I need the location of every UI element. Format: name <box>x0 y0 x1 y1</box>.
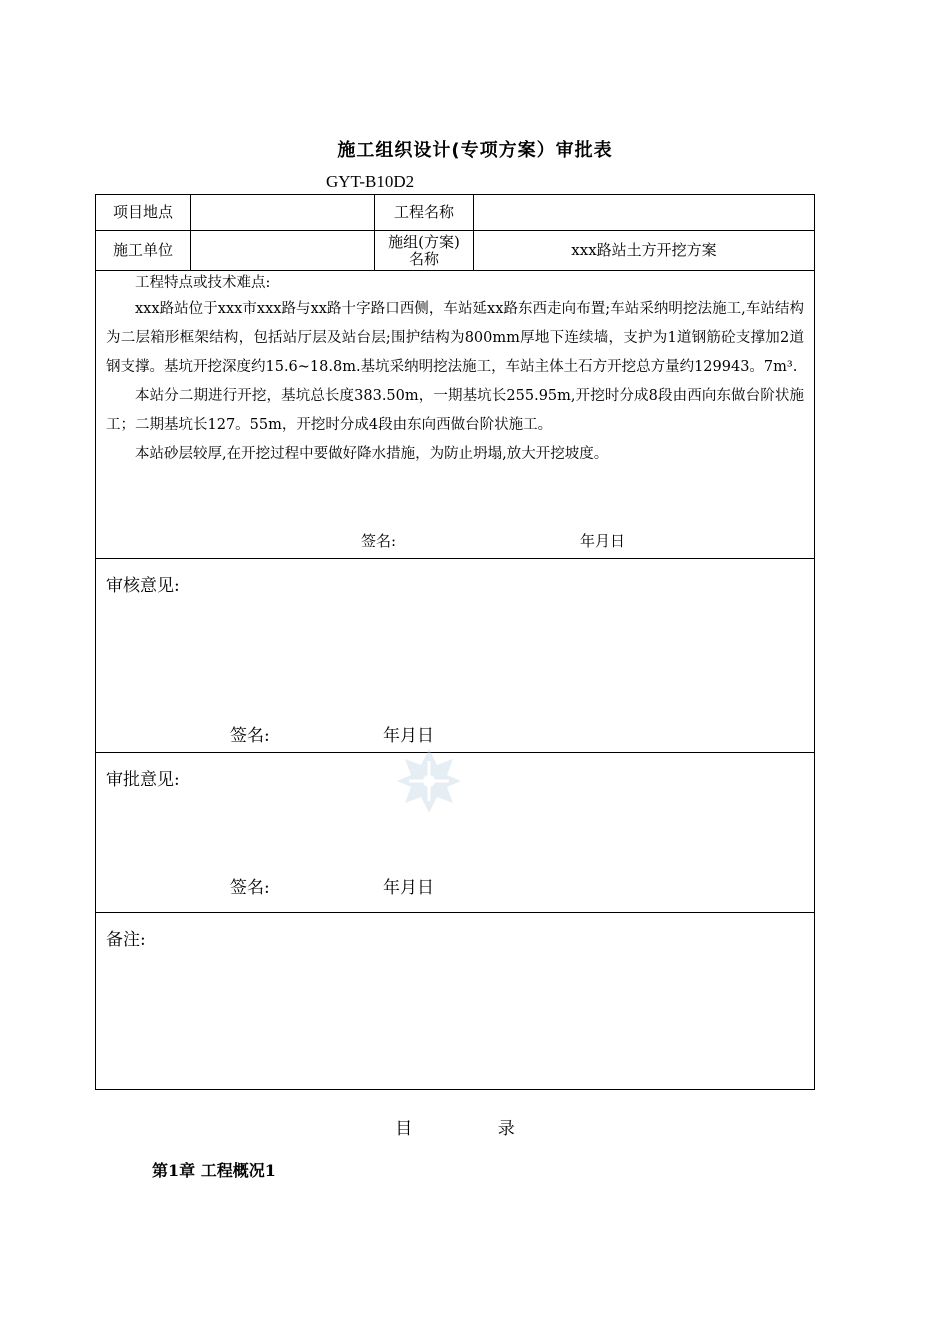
approval-form <box>95 194 815 1090</box>
description-heading: 工程特点或技术难点: <box>135 275 271 291</box>
form-code: GYT-B10D2 <box>326 172 415 191</box>
technical-description <box>96 271 814 469</box>
project-name-label: 工程名称 <box>393 203 454 221</box>
project-name-value[interactable] <box>474 195 814 230</box>
description-paragraph: 本站分二期进行开挖，基坑总长度383.50m，一期基坑长255.95m,开挖时分成8段由西向东做台阶状施工；二期基坑长127。55m，开挖时分成4段由东向西做台阶状施工。 <box>106 388 804 433</box>
review-date-label: 年月日 <box>383 726 434 746</box>
project-location-label: 项目地点 <box>112 203 173 221</box>
plan-name-value[interactable]: xxx路站土方开挖方案 <box>571 241 717 259</box>
approval-sign-label: 签名: <box>230 878 270 898</box>
toc-chapter-1[interactable]: 第1章 工程概况1 <box>152 1161 276 1180</box>
review-sign-label: 签名: <box>230 726 270 746</box>
snowflake-watermark-icon <box>393 745 465 817</box>
construction-unit-value[interactable] <box>191 231 374 270</box>
row-divider <box>96 558 814 559</box>
plan-name-label-line1: 施组(方案) <box>388 232 460 251</box>
page-title: 施工组织设计(专项方案）审批表 <box>337 140 613 161</box>
approval-opinion-label: 审批意见: <box>106 770 180 790</box>
project-location-value[interactable] <box>191 195 374 230</box>
toc-title <box>0 1114 950 1139</box>
remarks-label: 备注: <box>106 930 146 950</box>
description-date-label: 年月日 <box>580 532 626 550</box>
approval-date-label: 年月日 <box>383 878 434 898</box>
plan-name-label <box>375 231 473 270</box>
plan-name-label-line2: 名称 <box>408 249 439 268</box>
construction-unit-label: 施工单位 <box>112 241 173 259</box>
description-sign-label: 签名: <box>361 532 397 550</box>
description-paragraph: xxx路站位于xxx市xxx路与xx路十字路口西侧，车站延xx路东西走向布置;车站采纳明挖法施工,车站结构为二层箱形框架结构，包括站厅层及站台层;围护结构为800mm厚地下连续墙，支护为1道钢筋砼支撑加2道钢支撑。基坑开挖深度约15.6~18.8m.基坑采纳明挖法施工，车站主体土石方开挖总方量约129943。7m³. <box>106 301 804 375</box>
review-opinion-label: 审核意见: <box>106 576 180 596</box>
row-divider <box>96 912 814 913</box>
toc-title-text: 目 录 <box>395 1119 555 1139</box>
description-paragraph: 本站砂层较厚,在开挖过程中要做好降水措施，为防止坍塌,放大开挖坡度。 <box>135 446 609 462</box>
